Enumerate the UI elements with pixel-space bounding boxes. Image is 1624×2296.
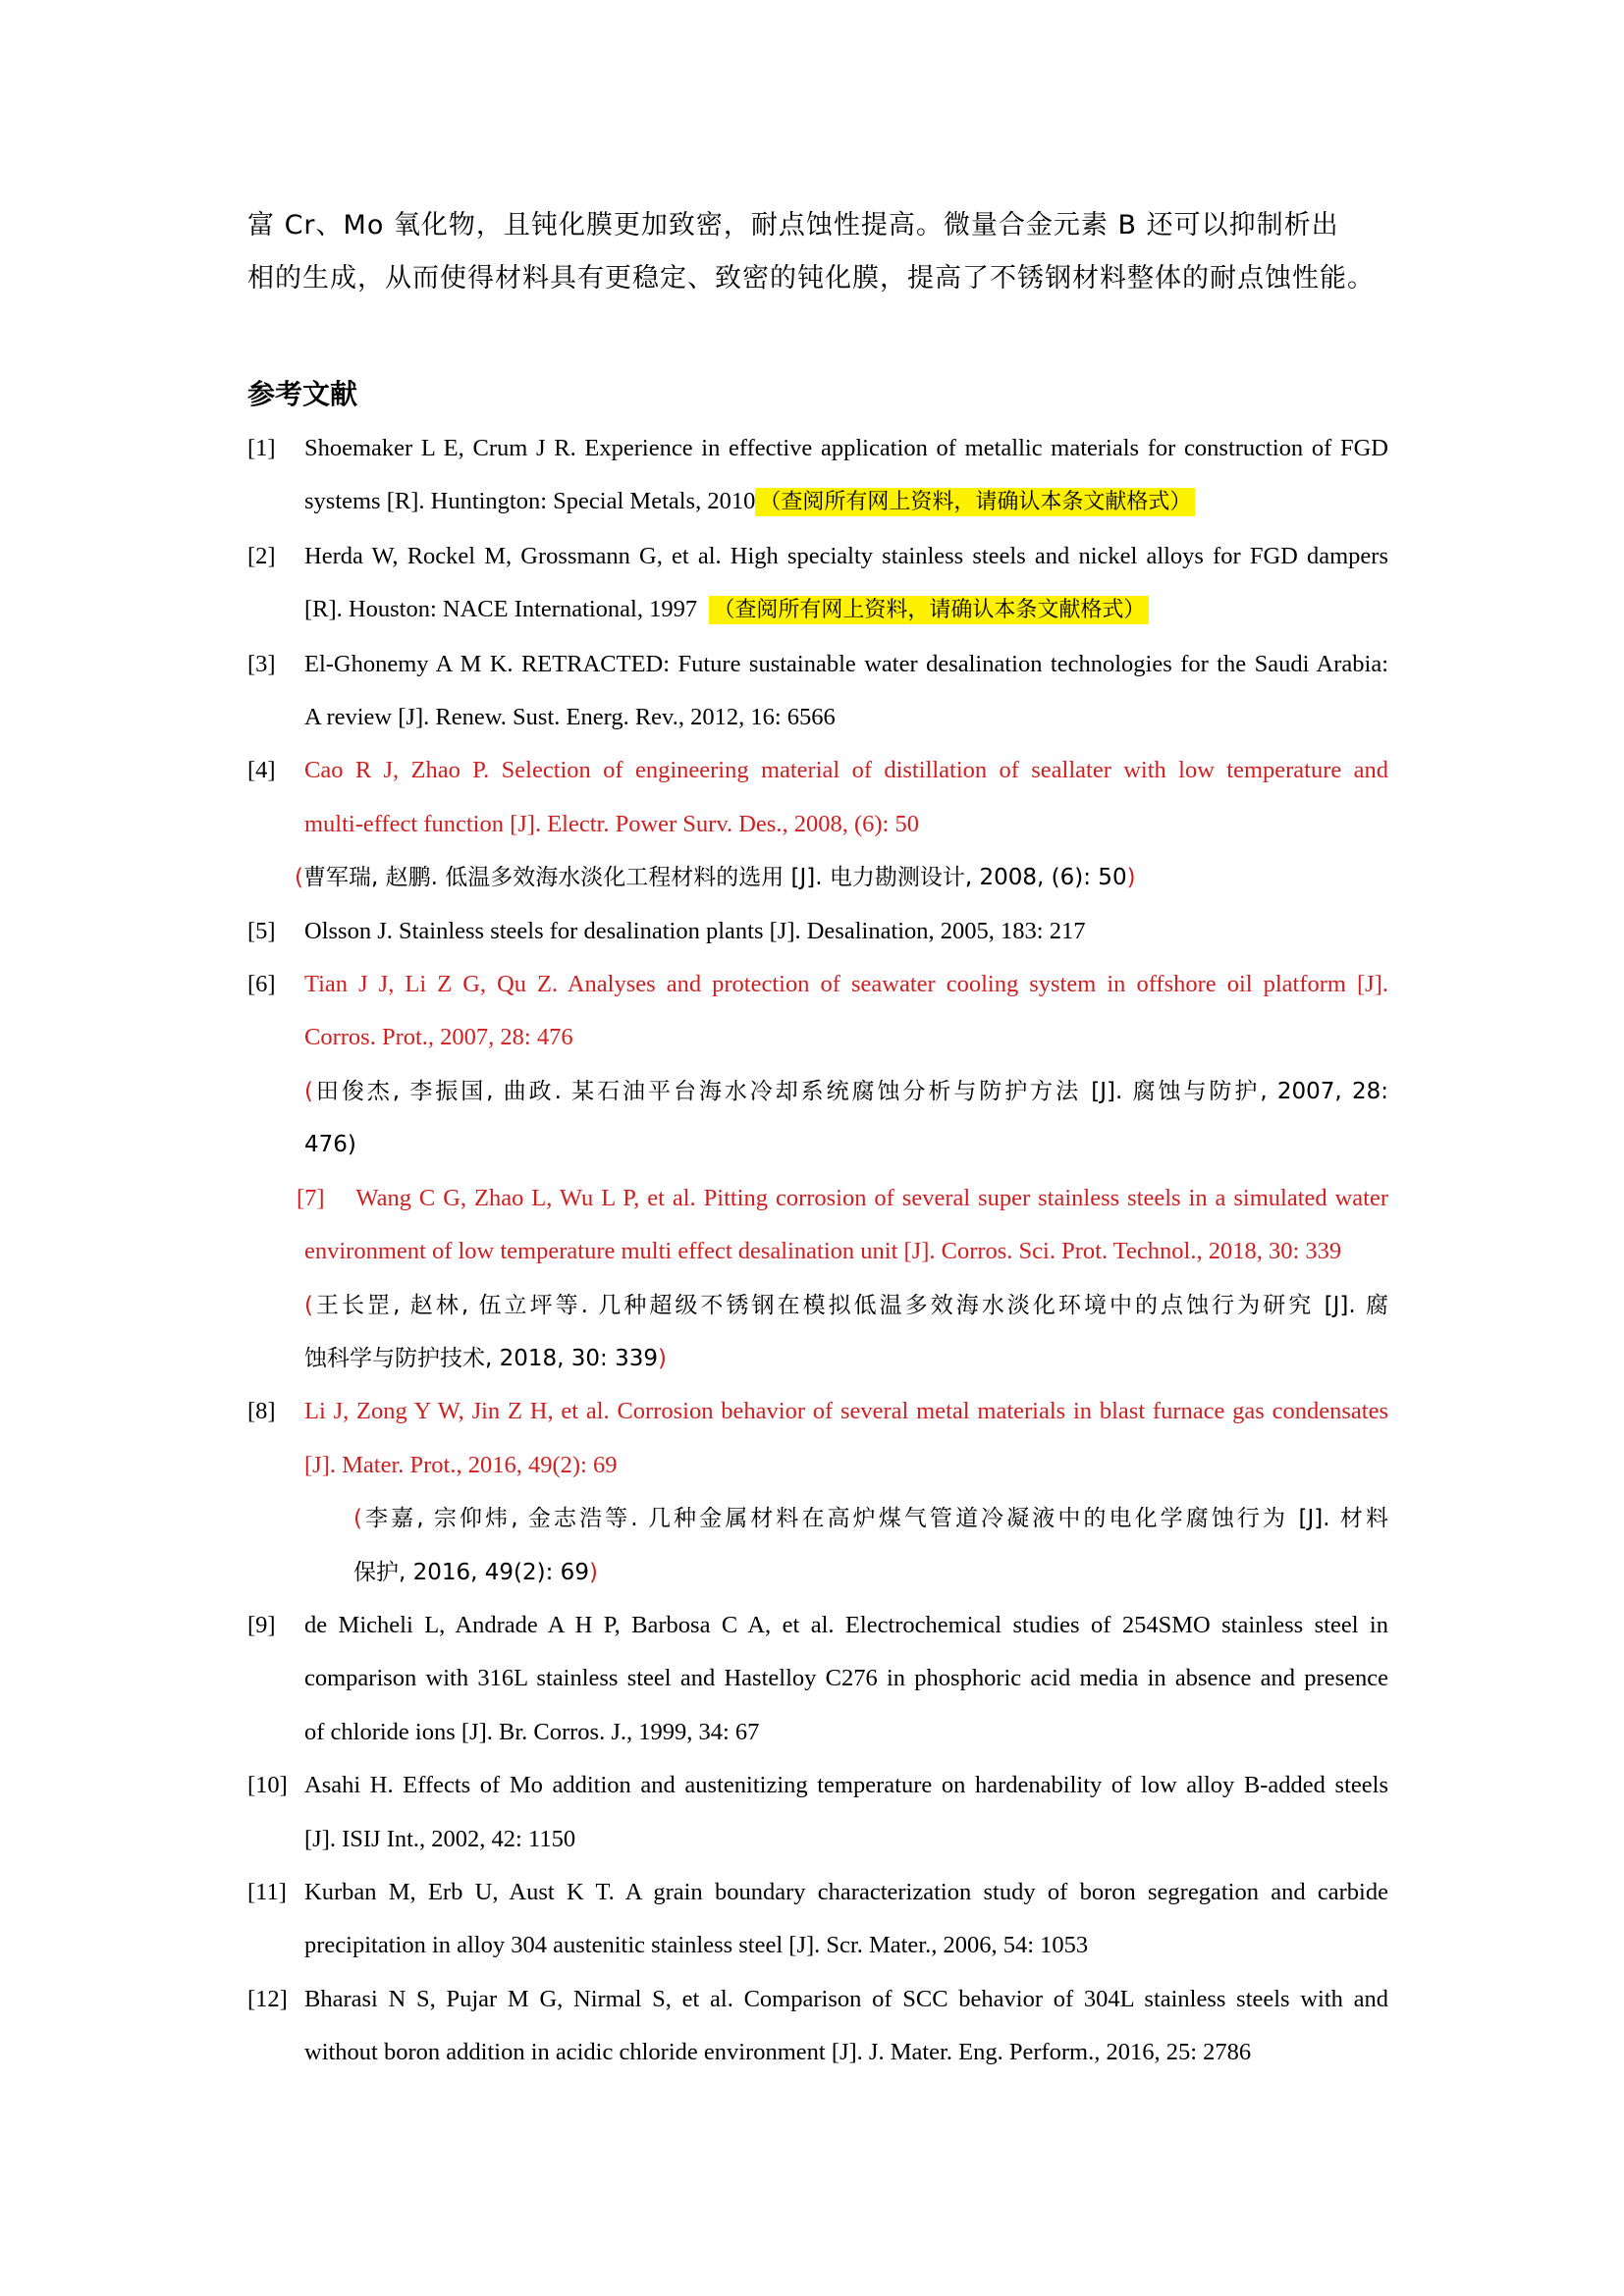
intro-line-1: 富 Cr、Mo 氧化物，且钝化膜更加致密，耐点蚀性提高。微量合金元素 B 还可以抑制析出 xyxy=(247,210,1339,240)
reference-7: [7] Wang C G, Zhao L, Wu L P, et al. Pitting corrosion of several super stainless steels in a simulated water environment of low temperature multi effect desalination unit [J]. Corros. Sci. Prot. Technol., 2018, 30: 339 (王长罡, 赵林, 伍立坪等. 几种超级不锈钢在模拟低温多效海水淡化环境中的点蚀行为研究 [J]. 腐 蚀科学与防护技术, 2018, 30: 339) xyxy=(297,1184,1388,1371)
format-check-note: （查阅所有网上资料，请确认本条文献格式） xyxy=(755,488,1195,516)
reference-10: [10] Asahi H. Effects of Mo addition and austenitizing temperature on hardenability of low alloy B-added steels [J]. ISIJ Int., 2002, 42: 1150 xyxy=(247,1772,1388,1852)
reference-11: [11] Kurban M, Erb U, Aust K T. A grain boundary characterization study of boron segregation and carbide precipitation in alloy 304 austenitic stainless steel [J]. Scr. Mater., 2006, 54: 1053 xyxy=(247,1878,1388,1959)
reference-4: [4] Cao R J, Zhao P. Selection of engineering material of distillation of seallater with low temperature and multi-effect function [J]. Electr. Power Surv. Des., 2008, (6): 50 (曹军瑞, 赵鹏. 低温多效海水淡化工程材料的选用 [J]. 电力勘测设计, 2008, (6): 50) xyxy=(247,757,1388,891)
reference-8: [8] Li J, Zong Y W, Jin Z H, et al. Corrosion behavior of several metal materials in blast furnace gas condensates [J]. Mater. Prot., 2016, 49(2): 69 (李嘉, 宗仰炜, 金志浩等. 几种金属材料在高炉煤气管道冷凝液中的电化学腐蚀行为 [J]. 材料 保护, 2016, 49(2): 69) xyxy=(247,1398,1388,1585)
reference-12: [12] Bharasi N S, Pujar M G, Nirmal S, et al. Comparison of SCC behavior of 304L stainless steels with and without boron addition in acidic chloride environment [J]. J. Mater. Eng. Perform., 2016, 25: 2786 xyxy=(247,1985,1388,2066)
reference-list xyxy=(247,422,1388,2080)
reference-8-chinese: 李嘉, 宗仰炜, 金志浩等. 几种金属材料在高炉煤气管道冷凝液中的电化学腐蚀行为 [J]. 材料 xyxy=(361,1506,1388,1532)
reference-4-chinese: 曹军瑞, 赵鹏. 低温多效海水淡化工程材料的选用 [J]. 电力勘测设计, 2008, (6): 50 xyxy=(302,865,1127,891)
reference-9: [9] de Micheli L, Andrade A H P, Barbosa C A, et al. Electrochemical studies of 254SMO stainless steel in comparison with 316L stainless steel and Hastelloy C276 in phosphoric acid media in absence and presence of chloride ions [J]. Br. Corros. J., 1999, 34: 67 xyxy=(247,1611,1388,1745)
format-check-note: （查阅所有网上资料，请确认本条文献格式） xyxy=(709,596,1149,624)
reference-1: [1] Shoemaker L E, Crum J R. Experience in effective application of metallic materials for construction of FGD systems [R]. Huntington: Special Metals, 2010 （查阅所有网上资料，请确认本条文献格式） xyxy=(247,435,1388,515)
reference-7-chinese: 王长罡, 赵林, 伍立坪等. 几种超级不锈钢在模拟低温多效海水淡化环境中的点蚀行为研究 [J]. 腐 xyxy=(312,1292,1388,1318)
reference-6-chinese: 田俊杰, 李振国, 曲政. 某石油平台海水冷却系统腐蚀分析与防护方法 [J]. 腐蚀与防护, 2007, 28: xyxy=(312,1078,1388,1104)
reference-5: [5] Olsson J. Stainless steels for desalination plants [J]. Desalination, 2005, 183: 217 xyxy=(247,917,1086,944)
reference-3: [3] El-Ghonemy A M K. RETRACTED: Future sustainable water desalination technologies for the Saudi Arabia: A review [J]. Renew. Sust. Energ. Rev., 2012, 16: 6566 xyxy=(247,650,1388,731)
references-heading: 参考文献 xyxy=(247,378,358,410)
reference-6: [6] Tian J J, Li Z G, Qu Z. Analyses and protection of seawater cooling system in offshore oil platform [J]. Corros. Prot., 2007, 28: 476 (田俊杰, 李振国, 曲政. 某石油平台海水冷却系统腐蚀分析与防护方法 [J]. 腐蚀与防护, 2007, 28: 476) xyxy=(247,971,1388,1158)
intro-paragraph xyxy=(247,199,1386,305)
reference-2: [2] Herda W, Rockel M, Grossmann G, et al. High specialty stainless steels and nickel alloys for FGD dampers [R]. Houston: NACE International, 1997 （查阅所有网上资料，请确认本条文献格式） xyxy=(247,542,1388,623)
intro-line-2: 相的生成，从而使得材料具有更稳定、致密的钝化膜，提高了不锈钢材料整体的耐点蚀性能。 xyxy=(247,263,1375,294)
